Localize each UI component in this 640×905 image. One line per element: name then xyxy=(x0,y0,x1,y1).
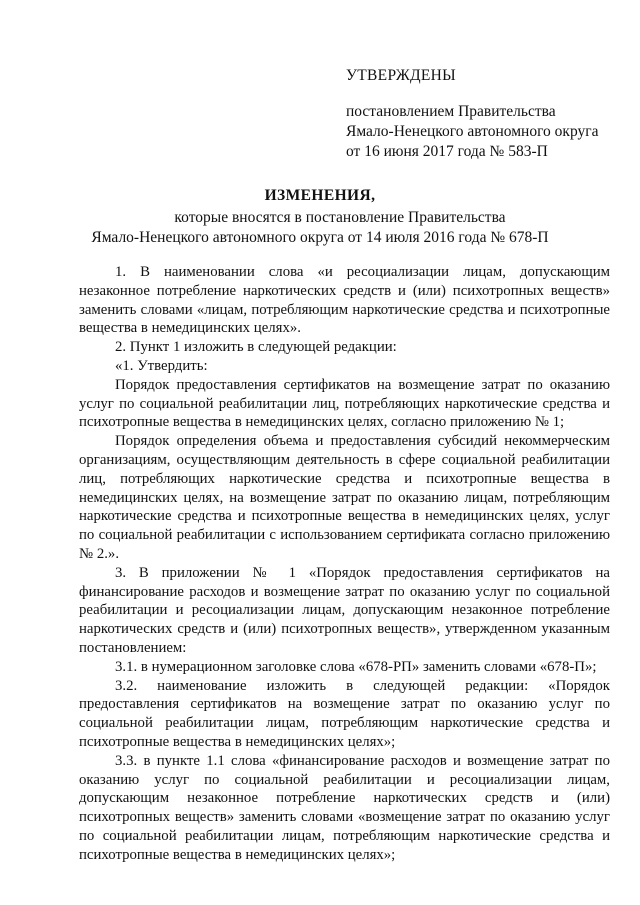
document-subtitle-line: Ямало-Ненецкого автономного округа от 14 июля 2016 года № 678-П xyxy=(91,229,549,246)
document-subtitle-line: которые вносятся в постановление Правительства xyxy=(174,209,506,226)
approval-line: постановлением Правительства xyxy=(346,103,556,120)
paragraph: 2. Пункт 1 изложить в следующей редакции: xyxy=(115,339,397,356)
paragraph: 3.3. в пункте 1.1 слова «финансирование расходов и возмещение затрат по оказанию услуг по социальной реабилитации и ресоциализации лицам, допускающим незаконное потребление наркотических средств и (или) психотропных веществ» заменить словами «возмещение затрат по оказанию услуг по социальной реабилитации лицам, потребляющим наркотические средства и психотропные вещества в немедицинских целях»; xyxy=(79,752,610,863)
approval-block xyxy=(346,66,598,162)
approval-line: Ямало-Ненецкого автономного округа xyxy=(346,123,599,140)
paragraph: «1. Утвердить: xyxy=(115,357,208,374)
paragraph: 3.1. в нумерационном заголовке слова «678-РП» заменить словами «678-П»; xyxy=(115,658,597,675)
paragraph: 3. В приложении № 1 «Порядок предоставления сертификатов на финансирование расходов и возмещение затрат по оказанию услуг по социальной реабилитации и ресоциализации лицам, допускающим незаконное потребление наркотических средств и (или) психотропных веществ», утвержденном указанным постановлением: xyxy=(79,564,610,656)
paragraph: 1. В наименовании слова «и ресоциализации лицам, допускающим незаконное потребление наркотических средств и (или) психотропных веществ» заменить словами «лицам, потребляющим наркотические средства и психотропные вещества в немедицинских целях». xyxy=(79,264,610,337)
document-heading xyxy=(0,186,640,248)
document-body xyxy=(79,263,610,865)
paragraph: Порядок определения объема и предоставления субсидий некоммерческим организациям, осуществляющим деятельность в сфере социальной реабилитации лиц, потребляющих наркотические средства и психотропные вещества в немедицинских целях, на возмещение затрат по оказанию лицам, потребляющим наркотические средства и психотропные вещества в немедицинских целях, услуг по социальной реабилитации с использованием сертификата согласно приложению № 2.». xyxy=(79,433,610,562)
document-title: ИЗМЕНЕНИЯ, xyxy=(264,187,376,204)
paragraph: Порядок предоставления сертификатов на возмещение затрат по оказанию услуг по социальной реабилитации лиц, потребляющих наркотические средства и психотропные вещества в немедицинских целях, согласно приложению № 1; xyxy=(79,376,610,431)
approval-title: УТВЕРЖДЕНЫ xyxy=(346,67,456,84)
paragraph: 3.2. наименование изложить в следующей редакции: «Порядок предоставления сертификатов на возмещение затрат по оказанию услуг по социальной реабилитации лицам, потребляющим наркотические средства и психотропные вещества в немедицинских целях»; xyxy=(79,677,610,750)
approval-line: от 16 июня 2017 года № 583-П xyxy=(346,143,548,160)
